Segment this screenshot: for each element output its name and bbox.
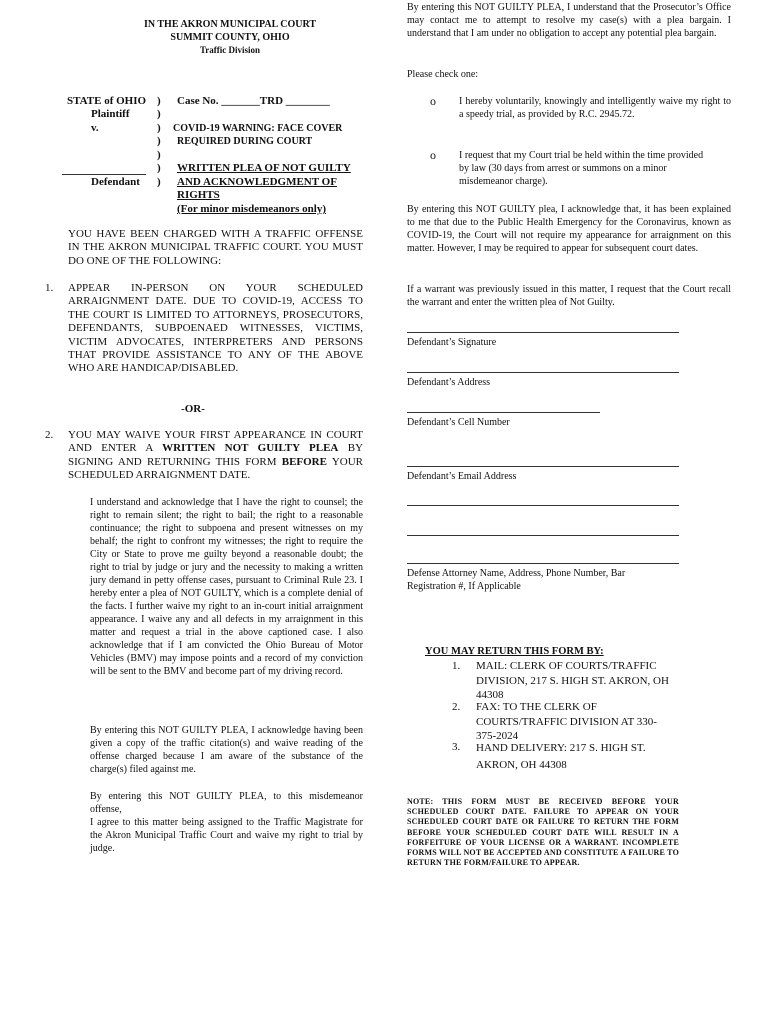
citation-acknowledgment: By entering this NOT GUILTY PLEA, I acknowledge having been given a copy of the traffic citation(s) and waive reading of the offense charged because I am aware of the substance of the charge(s) filed against me. bbox=[90, 725, 363, 775]
signature-line[interactable] bbox=[407, 332, 679, 333]
case-number-field[interactable]: Case No. _______TRD ________ bbox=[177, 95, 330, 107]
warrant-recall-request: If a warrant was previously issued in this matter, I request that the Court recall the warrant and enter the written plea of Not Guilty. bbox=[407, 284, 731, 308]
email-line[interactable] bbox=[407, 466, 679, 467]
submission-warning-note: NOTE: THIS FORM MUST BE RECEIVED BEFORE YOUR SCHEDULED COURT DATE. FAILURE TO APPEAR ON YOUR SCHEDULED COURT DATE OR FAILURE TO RETURN THE FORM BEFORE YOUR SCHEDULED COURT DATE WILL RESULT IN A FORFEITURE OF YOUR LICENSE OR A WARRANT. INCOMPLETE FORMS WILL NOT BE ACCEPTED AND CONSTITUTE A FAILURE TO RETURN THE FORM/FAILURE TO APPEAR. bbox=[407, 797, 679, 868]
attorney-line[interactable] bbox=[407, 505, 679, 506]
court-header bbox=[105, 18, 355, 57]
paren: ) bbox=[157, 108, 161, 120]
option-number: 2. bbox=[45, 429, 54, 441]
form-title-line1: WRITTEN PLEA OF NOT GUILTY bbox=[177, 162, 351, 174]
plea-bargain-notice: By entering this NOT GUILTY PLEA, I understand that the Prosecutor’s Office may contact me to attempt to resolve my case(s) with a plea bargain. I understand that I am under no obligation to accept any potential plea bargain. bbox=[407, 2, 731, 39]
cell-number-label: Defendant’s Cell Number bbox=[407, 417, 510, 428]
address-line[interactable] bbox=[407, 372, 679, 373]
paren: ) bbox=[157, 162, 161, 174]
form-subtitle: (For minor misdemeanors only) bbox=[177, 203, 326, 215]
attorney-line[interactable] bbox=[407, 535, 679, 536]
return-by-mail: MAIL: CLERK OF COURTS/TRAFFIC DIVISION, 217 S. HIGH ST. AKRON, OH 44308 bbox=[476, 660, 669, 701]
or-separator: -OR- bbox=[181, 403, 205, 415]
return-by-fax: FAX: TO THE CLERK OF COURTS/TRAFFIC DIVISION AT 330- 375-2024 bbox=[476, 701, 657, 742]
charge-intro: YOU HAVE BEEN CHARGED WITH A TRAFFIC OFFENSE IN THE AKRON MUNICIPAL TRAFFIC COURT. YOU MUST DO ONE OF THE FOLLOWING: bbox=[68, 228, 363, 267]
paren: ) bbox=[157, 149, 161, 161]
covid-warning-line1: COVID-19 WARNING: FACE COVER bbox=[173, 123, 343, 134]
option-appear-in-person: APPEAR IN-PERSON ON YOUR SCHEDULED ARRAIGNMENT DATE. DUE TO COVID-19, ACCESS TO THE COURT IS LIMITED TO ATTORNEYS, PROSECUTORS, DEFENDANTS, SUBPOENAED WITNESSES, VICTIMS, VICTIM ADVOCATES, INTERPRETERS AND PERSONS THAT PROVIDE ASSISTANCE TO ANY OF THE ABOVE WHO ARE HANDICAP/DISABLED. bbox=[68, 282, 363, 375]
paren: ) bbox=[157, 176, 161, 188]
address-label: Defendant’s Address bbox=[407, 377, 491, 388]
division-name: Traffic Division bbox=[199, 45, 261, 55]
paren: ) bbox=[157, 95, 161, 107]
magistrate-consent: By entering this NOT GUILTY PLEA, to this misdemeanor offense, I agree to this matter being assigned to the Traffic Magistrate for the Akron Municipal Traffic Court and waive my right to trial by judge. bbox=[90, 791, 363, 854]
list-item-number: 3. bbox=[452, 741, 461, 753]
court-name: IN THE AKRON MUNICIPAL COURT bbox=[143, 19, 317, 30]
check-one-label: Please check one: bbox=[407, 69, 479, 80]
county-name: SUMMIT COUNTY, OHIO bbox=[170, 32, 290, 43]
cell-number-line[interactable] bbox=[407, 412, 600, 413]
attorney-label: Defense Attorney Name, Address, Phone Number, Bar Registration #, If Applicable bbox=[407, 568, 626, 592]
signature-label: Defendant’s Signature bbox=[407, 337, 497, 348]
defendant-name-line[interactable] bbox=[62, 174, 146, 175]
return-methods-heading: YOU MAY RETURN THIS FORM BY: bbox=[425, 646, 604, 657]
choice-waive-speedy-trial: I hereby voluntarily, knowingly and intelligently waive my right to a speedy trial, as provided by R.C. 2945.72. bbox=[459, 96, 731, 120]
option-written-plea: YOU MAY WAIVE YOUR FIRST APPEARANCE IN COURT AND ENTER A WRITTEN NOT GUILTY PLEA BY SIGNING AND RETURNING THIS FORM BEFORE YOUR SCHEDULED ARRAIGNMENT DATE. bbox=[68, 429, 364, 482]
radio-trial-within-time[interactable]: o bbox=[430, 148, 436, 162]
email-label: Defendant’s Email Address bbox=[407, 471, 517, 482]
paren: ) bbox=[157, 135, 161, 147]
covid-warning-line2: REQUIRED DURING COURT bbox=[177, 136, 313, 147]
return-by-hand-delivery: HAND DELIVERY: 217 S. HIGH ST. AKRON, OH 44308 bbox=[476, 742, 646, 771]
list-item-number: 1. bbox=[452, 660, 461, 672]
radio-waive-speedy-trial[interactable]: o bbox=[430, 94, 436, 108]
attorney-line[interactable] bbox=[407, 563, 679, 564]
rights-acknowledgment: I understand and acknowledge that I have the right to counsel; the right to remain silent; the right to bail; the right to a reasonable continuance; the right to subpoena and present witnesses on my behalf; the right to confront my witnesses; the right to require the City or State to prove me guilty beyond a reasonable doubt; the right to trial by judge or jury and the necessity to making a written jury demand in petty offense cases, pursuant to Criminal Rule 23. I hereby enter a plea of NOT GUILTY, which is a complete denial of the facts. I further waive my right to an in-court initial arraignment appearance. I waive any and all defects in my arraignment in this matter and request a trial in the above captioned case. I also acknowledge that if I am convicted the Ohio Bureau of Motor Vehicles (BMV) may impose points and a record of my conviction will be sent to the BMV and become part of my driving record. bbox=[90, 497, 363, 677]
plaintiff-label: Plaintiff bbox=[91, 108, 130, 120]
form-title-line2: AND ACKNOWLEDGMENT OF bbox=[177, 176, 337, 188]
state-of-ohio: STATE of OHIO bbox=[67, 95, 147, 107]
defendant-label: Defendant bbox=[91, 176, 140, 188]
choice-trial-within-time: I request that my Court trial be held within the time provided by law (30 days from arrest or summons on a minor misdemeanor charge). bbox=[459, 150, 704, 187]
paren: ) bbox=[157, 122, 161, 134]
option-number: 1. bbox=[45, 282, 54, 294]
versus-label: v. bbox=[91, 122, 99, 134]
covid-arraignment-notice: By entering this NOT GUILTY plea, I acknowledge that, it has been explained to me that due to the Public Health Emergency for the Coronavirus, known as COVID-19, the Court will not require my appearance for arraignment on this matter. However, I may be required to appear for subsequent court dates. bbox=[407, 204, 731, 254]
list-item-number: 2. bbox=[452, 701, 461, 713]
form-title-line3: RIGHTS bbox=[177, 189, 220, 201]
